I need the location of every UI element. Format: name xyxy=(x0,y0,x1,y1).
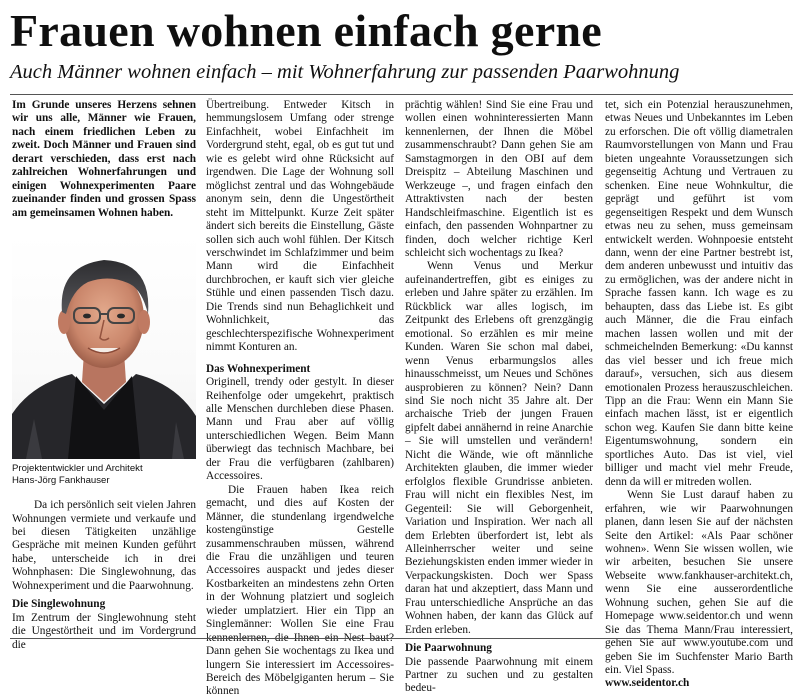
column-1 xyxy=(12,99,196,651)
author-portrait-photo xyxy=(12,234,196,459)
body-paragraph: Wenn Venus und Merkur aufeinandertreffen, gibt es einiges zu erleben und Jahre später zu erzählen. Im Rückblick war alles logisch, im Zeitpunkt des Erlebens oft grenzgängig emotional. So erzählen es mir meine Kunden. Waren Sie schon mal dabei, wenn Venus erbarmungslos alles hinausschmeisst, um Neues und Schönes ausprobieren zu können? Nein? Dann sind Sie noch nicht 35 Jahre alt. Der archaische Trieb der jungen Frauen gipfelt dabei annähernd in reine Anarchie – Sie will umstellen und verändern! Nicht die Wände, wie oft männliche Architekten glauben, die immer wieder erfolglos flexible Grundrisse anbieten. Frau will nicht ein flexibles Nest, im Gegenteil: Sie will Geborgenheit, Variation und Inspiration. Wer nach all dem Erlebten überfordert ist, lebt als Alleinherrscher weiter und seine Beziehungskisten enden immer wieder in Verpackungskisten. Doch wer Spass daran hat und akzeptiert, dass Mann und Frau unterschiedliche Ansprüche an das Wohnen haben, der kann das Glück auf Erden erleben. xyxy=(405,260,593,636)
body-paragraph: Die passende Paarwohnung mit einem Partner zu suchen und zu gestalten bedeu- xyxy=(405,655,593,695)
body-paragraph: tet, sich ein Potenzial herauszunehmen, etwas Neues und Unbekanntes im Leben zu erforschen. Die oft völlig diametralen Raumvorstellungen von Mann und Frau bieten ungeahnte Voraussetzungen sich gegenseitig Achtung und Vertrauen zu schenken. Eine neue Wohnkultur, die geprägt und geführt ist vom gegenseitigen Respekt und dem Wunsch etwas neu zu sehen, muss gemeinsam entwickelt werden. Wohnpoesie entsteht dann, wenn der eine Partner bestrebt ist, dem anderen unbewusst und intuitiv das zu ermöglichen, was der andere nicht in Sprache fassen kann. Ich wage es zu behaupten, dass das Liebe ist. Es gibt auch Männer, die die Frau einfach machen lassen wollen und mit der schmeichelnden Bemerkung: «Du kannst das viel besser und ich freue mich darauf», versuchen, sich aus diesem emotionalen Prozess herauszuschleichen. Tipp an die Frau: Wenn ein Mann Sie einfach machen lässt, ist er eigentlich schon weg. Kaufen Sie dann bitte keine Eigentumswohnung, sondern ein sportliches Auto. Das ist viel, viel billiger und macht viel mehr Freude, denn da will er mitreden wollen. xyxy=(605,99,793,488)
photo-caption xyxy=(12,463,196,487)
column-2 xyxy=(206,99,394,698)
column-3 xyxy=(405,99,593,695)
body-paragraph: Im Zentrum der Singlewohnung steht die Ungestörtheit und im Vordergrund die xyxy=(12,611,196,651)
subheadline: Auch Männer wohnen einfach – mit Wohnerfahrung zur passenden Paarwohnung xyxy=(10,61,680,83)
website-link[interactable]: www.seidentor.ch xyxy=(605,677,690,690)
photo-caption-role: Projektentwickler und Architekt xyxy=(12,463,143,475)
body-paragraph: Übertreibung. Entweder Kitsch in hemmungslosem Umfang oder strenge Einfachheit, wobei Einfachheit im Vordergrund steht, egal, ob es gut tut und wie es gelebt wird ohne Rücksicht auf irgendwen. Die Lage der Wohnung soll möglichst zentral und das Wohngebäude anonym sein, denn die Ungestörtheit steht im Mittelpunkt. Kurze Zeit später ändert sich bereits die Einstellung, Gäste sollen sich auch wohl fühlen. Der Kitsch verschwindet im Schlafzimmer und beim Mann wird die Einfachheit durchbrochen, er kauft sich vier gleiche Stühle und einen passenden Tisch dazu. Die Trends sind nun Behaglichkeit und Wohnlichkeit, das geschlechterspezifische Wohnexperiment nimmt Konturen an. xyxy=(206,99,394,354)
top-divider xyxy=(10,94,793,95)
body-paragraph: Die Frauen haben Ikea reich gemacht, und dies auf Kosten der Männer, die stundenlang irgendwelche kostengünstige Gestelle zusammenschrauben müssen, während die Frau die unzähligen und teuren Accessoires auspackt und jedes dieser Kostbarkeiten an mindestens zehn Orten in der Wohnung platziert und sogleich wieder umplatziert. Hier ein Tipp an Singlemänner: Wollen Sie eine Frau kennenlernen, die Ihnen ein Nest baut? Dann gehen Sie wochentags zu Ikea und lungern Sie interessiert im Accessoires-Bereich des Möbelgiganten herum – Sie können xyxy=(206,483,394,698)
photo-caption-name: Hans-Jörg Fankhauser xyxy=(12,475,110,487)
section-heading-experiment: Das Wohnexperiment xyxy=(206,362,311,375)
section-heading-single: Die Singlewohnung xyxy=(12,598,106,611)
section-heading-couple: Die Paarwohnung xyxy=(405,642,492,655)
headline: Frauen wohnen einfach gerne xyxy=(10,5,603,56)
body-paragraph: Originell, trendy oder gestylt. In dieser Reihenfolge oder umgekehrt, praktisch alle Menschen durchleben diese Phasen. Mann und Frau aber auf völlig unterschiedlichen Wegen. Beim Mann überwiegt das technisch Machbare, bei der Frau die verfügbaren (zahlbaren) Accessoires. xyxy=(206,376,394,483)
lead-paragraph: Im Grunde unseres Herzens sehnen wir uns alle, Männer wie Frauen, nach einem friedlichen Leben zu zweit. Doch Männer und Frauen sind derart verschieden, dass erst nach zahlreichen Wohnerfahrungen und einigen Wohnexperimenten Paare zueinander finden und grossen Spass am gemeinsamen Wohnen haben. xyxy=(12,99,196,219)
bottom-divider xyxy=(10,638,793,639)
column-4 xyxy=(605,99,793,690)
body-paragraph: Da ich persönlich seit vielen Jahren Wohnungen vermiete und verkaufe und bei diesen Tätigkeiten unzählige Gespräche mit meinen Kunden geführt habe, unterscheide ich in drei Wohnphasen: Die Singlewohnung, das Wohnexperiment und die Paarwohnung. xyxy=(12,499,196,592)
body-paragraph: prächtig wählen! Sind Sie eine Frau und wollen einen wohninteressierten Mann kennenlernen, der Ihnen die Möbel zusammenschraubt? Dann gehen Sie am Samstagmorgen in den OBI auf dem Dreispitz – Abteilung Maschinen und Werkzeuge –, und fragen einfach den Attraktivsten nach der besten Handschleifmaschine. Eigentlich ist es einfach, den passenden Wohnpartner zu finden, doch welcher richtige Kerl schleicht sich wochentags zu Ikea? xyxy=(405,99,593,259)
portrait-illustration xyxy=(12,234,196,459)
body-paragraph: Wenn Sie Lust darauf haben zu erfahren, wie wir Paarwohnungen planen, dann lesen Sie auf der nächsten Seite den Artikel: «Als Paar schöner wohnen». Wenn Sie wissen wollen, wie wir arbeiten, besuchen Sie unsere Webseite www.fankhauser-architekt.ch, wenn Sie eine ausserordentliche Wohnung suchen, gehen Sie auf die Homepage www.seidentor.ch und wenn Sie das Thema Mann/Frau interessiert, gehen Sie auf www.youtube.com und geben Sie im Suchfenster Mario Barth ein. Viel Spass. xyxy=(605,489,793,677)
